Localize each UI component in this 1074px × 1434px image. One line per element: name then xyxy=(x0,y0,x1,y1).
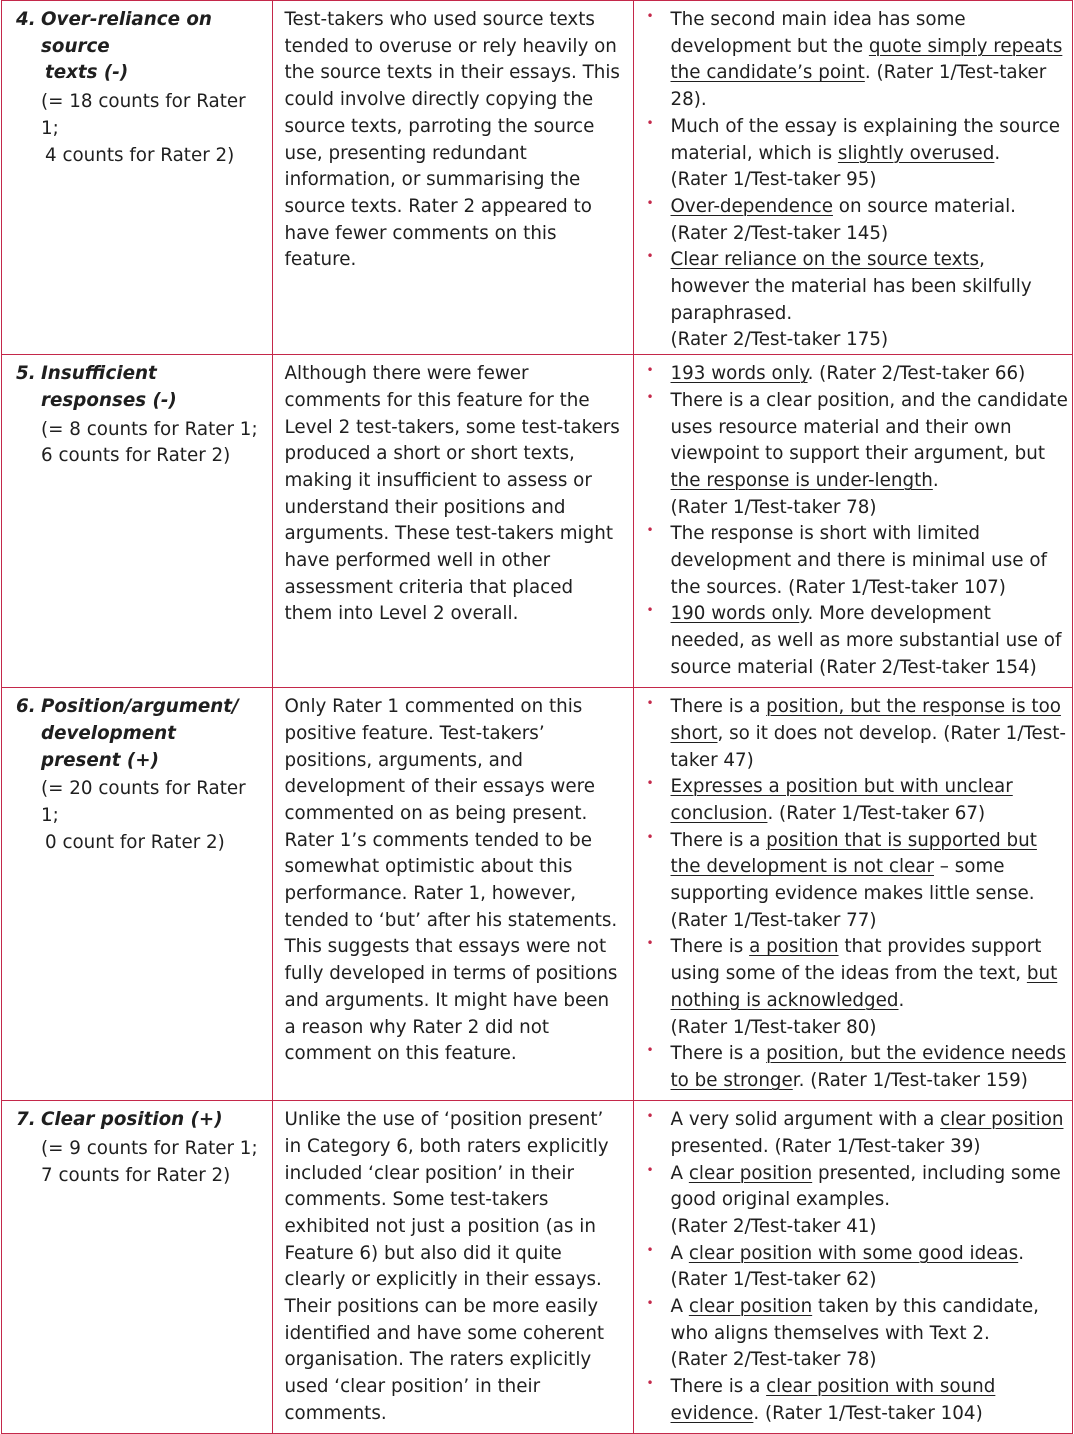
feature-table-body xyxy=(2,1,1073,1434)
feature-description: Test-takers who used source texts tended to overuse or rely heavily on the source texts in their essays. This could involve directly copying the source texts, parroting the source use, presenting redundant information, or summarising the source texts. Rater 2 appeared to have fewer comments on this feature. xyxy=(284,9,620,271)
example-item xyxy=(646,521,1068,601)
example-text: that provides support using some of the ideas from the text, xyxy=(670,936,1042,985)
feature-counts xyxy=(16,89,262,169)
bullet-icon: • xyxy=(646,389,654,404)
feature-name xyxy=(41,694,262,774)
counts-line: (= 20 counts for Rater 1; xyxy=(41,778,246,826)
example-text: . (Rater 1/Test-taker 104) xyxy=(753,1402,983,1424)
bullet-icon: • xyxy=(646,115,654,130)
example-text: There is a xyxy=(670,829,767,851)
bullet-icon: • xyxy=(646,523,654,538)
description-cell xyxy=(272,688,633,1101)
example-text: on source material. xyxy=(832,195,1016,217)
example-underlined-text: Expresses a position but with unclear conclusion xyxy=(670,776,1013,824)
example-text: The response is short with limited development and there is minimal use of the sources. (Rater 1/Test-taker 107) xyxy=(670,523,1047,598)
example-underlined-text: clear position xyxy=(688,1296,813,1318)
counts-line: (= 9 counts for Rater 1; xyxy=(41,1137,258,1159)
counts-line: 7 counts for Rater 2) xyxy=(41,1164,231,1186)
feature-table xyxy=(1,0,1073,1434)
table-row xyxy=(2,1101,1073,1434)
feature-number: 4. xyxy=(16,9,36,30)
bullet-icon: • xyxy=(646,195,654,210)
example-text: There is xyxy=(670,936,750,958)
example-list xyxy=(646,361,1068,681)
example-underlined-text: position, but the response is too short xyxy=(670,696,1061,744)
example-text: . xyxy=(898,989,905,1011)
example-text: , however the material has been skilfully paraphrased. xyxy=(670,249,1032,324)
example-text: . xyxy=(994,142,1001,164)
example-text: A xyxy=(670,1162,689,1184)
bullet-icon: • xyxy=(646,829,654,844)
feature-counts xyxy=(16,1136,262,1189)
bullet-icon: • xyxy=(646,776,654,791)
example-underlined-text: 190 words onl xyxy=(670,603,800,625)
example-underlined-text: clear position with sound evidence xyxy=(670,1376,996,1424)
example-reference: (Rater 1/Test-taker 78) xyxy=(670,496,877,518)
example-list xyxy=(646,7,1068,354)
feature-counts xyxy=(16,776,262,856)
example-underlined-text: a position xyxy=(749,936,839,958)
counts-line: 6 counts for Rater 2) xyxy=(41,445,231,467)
example-text: , so it does not develop. (Rater 1/Test-taker 47) xyxy=(670,722,1066,771)
feature-counts xyxy=(16,417,262,470)
example-text: A very solid argument with a xyxy=(670,1109,941,1131)
feature-name-line: development present (+) xyxy=(41,722,176,771)
example-list xyxy=(646,694,1068,1095)
example-underlined-text: but nothing is acknowledged xyxy=(670,963,1058,1011)
example-text: presented. (Rater 1/Test-taker 39) xyxy=(670,1135,981,1157)
example-item xyxy=(646,1374,1068,1427)
bullet-icon: • xyxy=(646,9,654,23)
examples-cell xyxy=(633,688,1072,1101)
example-underlined-text: clear position xyxy=(688,1162,813,1184)
bullet-icon: • xyxy=(646,1109,654,1124)
feature-title xyxy=(16,694,262,774)
example-item xyxy=(646,1161,1068,1241)
example-reference: (Rater 2/Test-taker 175) xyxy=(670,329,889,351)
table-row xyxy=(2,688,1073,1101)
example-reference: (Rater 1/Test-taker 80) xyxy=(670,1016,877,1038)
example-item xyxy=(646,7,1068,114)
feature-number: 7. xyxy=(16,1109,36,1131)
bullet-icon: • xyxy=(646,1296,654,1311)
feature-description: Although there were fewer comments for this feature for the Level 2 test-takers, some test-takers produced a short or short texts, making it insufficient to assess or understand their positions and arguments. These test-takers might have performed well in other assessment criteria that placed them into Level 2 overall. xyxy=(284,363,620,625)
bullet-icon: • xyxy=(646,696,654,711)
examples-cell xyxy=(633,1101,1072,1434)
counts-line: 0 count for Rater 2) xyxy=(45,831,225,853)
feature-cell xyxy=(2,1101,273,1434)
example-text: – some supporting evidence makes little sense. xyxy=(670,856,1035,905)
feature-title xyxy=(16,1107,262,1134)
counts-line: (= 18 counts for Rater 1; xyxy=(41,91,246,139)
feature-description: Only Rater 1 commented on this positive feature. Test-takers’ positions, arguments, and development of their essays were commented on as being present. Rater 1’s comments tended to be somewhat optimistic about this performance. Rater 1, however, tended to ‘but’ after his statements. This suggests that essays were not fully developed in terms of positions and arguments. It might have been a reason why Rater 2 did not comment on this feature. xyxy=(284,696,618,1065)
example-text: . xyxy=(1018,1242,1025,1264)
feature-name-line: Insufficient responses (-) xyxy=(41,363,177,411)
example-reference: (Rater 2/Test-taker 145) xyxy=(670,222,889,244)
example-text: y. More development needed, as well as more substantial use of source material (Rater 2/Test-taker 154) xyxy=(670,603,1062,678)
example-reference: (Rater 2/Test-taker 41) xyxy=(670,1215,877,1237)
bullet-icon: • xyxy=(646,1376,654,1391)
feature-cell xyxy=(2,355,273,688)
counts-line: 4 counts for Rater 2) xyxy=(45,144,235,166)
example-underlined-text: clear position with some good ideas xyxy=(688,1242,1019,1264)
example-underlined-text: slightly overused xyxy=(837,142,995,164)
example-text: There is a xyxy=(670,696,767,718)
example-reference: (Rater 2/Test-taker 78) xyxy=(670,1349,877,1371)
example-text: . xyxy=(932,469,939,491)
examples-cell xyxy=(633,1,1072,355)
example-item xyxy=(646,1241,1068,1294)
table-row xyxy=(2,1,1073,355)
example-reference: (Rater 1/Test-taker 77) xyxy=(670,909,877,931)
feature-number: 5. xyxy=(16,363,36,385)
feature-name-line: texts (-) xyxy=(45,62,129,84)
bullet-icon: • xyxy=(646,249,654,264)
example-underlined-text: clear position xyxy=(940,1109,1064,1131)
example-text: . (Rater 1/Test-taker 67) xyxy=(767,802,986,824)
example-text: . (Rater 1/Test-taker 28). xyxy=(670,62,1047,111)
feature-cell xyxy=(2,688,273,1101)
bullet-icon: • xyxy=(646,603,654,618)
bullet-icon: • xyxy=(646,1162,654,1177)
example-underlined-text: 193 words only xyxy=(670,363,808,385)
feature-name xyxy=(41,1107,262,1134)
example-item xyxy=(646,694,1068,774)
example-item xyxy=(646,828,1068,935)
example-reference: (Rater 1/Test-taker 62) xyxy=(670,1269,877,1291)
counts-line: (= 8 counts for Rater 1; xyxy=(41,418,258,440)
example-item xyxy=(646,388,1068,522)
description-cell xyxy=(272,1,633,355)
example-underlined-text: position, but the evidence needs to be stronge xyxy=(670,1043,1067,1091)
example-underlined-text: Clear reliance on the source texts xyxy=(670,249,980,271)
description-cell xyxy=(272,355,633,688)
description-cell xyxy=(272,1101,633,1434)
example-item xyxy=(646,361,1068,388)
example-text: presented, including some good original examples. xyxy=(670,1162,1061,1211)
feature-number: 6. xyxy=(16,696,36,718)
bullet-icon: • xyxy=(646,936,654,951)
example-item xyxy=(646,1041,1068,1094)
example-text: A xyxy=(670,1296,689,1318)
feature-title xyxy=(16,7,262,87)
bullet-icon: • xyxy=(646,1043,654,1058)
examples-cell xyxy=(633,355,1072,688)
example-item xyxy=(646,774,1068,827)
example-reference: (Rater 1/Test-taker 95) xyxy=(670,169,877,191)
example-text: There is a xyxy=(670,1376,767,1398)
example-text: taken by this candidate, who aligns themselves with Text 2. xyxy=(670,1296,1039,1344)
example-underlined-text: quote simply repeats the candidate’s point xyxy=(670,35,1063,84)
feature-name-line: Clear position (+) xyxy=(41,1109,223,1131)
example-text: r. (Rater 1/Test-taker 159) xyxy=(792,1069,1028,1091)
example-text: There is a xyxy=(670,1043,767,1065)
table-row xyxy=(2,355,1073,688)
example-item xyxy=(646,114,1068,194)
example-text: A xyxy=(670,1242,689,1264)
example-text: . (Rater 2/Test-taker 66) xyxy=(807,363,1026,385)
example-item xyxy=(646,1294,1068,1374)
example-item xyxy=(646,601,1068,681)
example-item xyxy=(646,1107,1068,1160)
example-underlined-text: position that is supported but the development is not clear xyxy=(670,829,1037,878)
example-text: Much of the essay is explaining the source material, which is xyxy=(670,115,1061,164)
feature-name xyxy=(41,7,262,87)
feature-cell xyxy=(2,1,273,355)
example-underlined-text: Over-dependence xyxy=(670,195,833,217)
bullet-icon: • xyxy=(646,1242,654,1257)
feature-description: Unlike the use of ‘position present’ in Category 6, both raters explicitly included ‘clear position’ in their comments. Some test-takers exhibited not just a position (as in Feature 6) but also did it quite clearly or explicitly in their essays. Their positions can be more easily identified and have some coherent organisation. The raters explicitly used ‘clear position’ in their comments. xyxy=(284,1109,609,1424)
example-item xyxy=(646,194,1068,247)
feature-name-line: Position/argument/ xyxy=(41,696,239,718)
example-list xyxy=(646,1107,1068,1427)
example-item xyxy=(646,934,1068,1041)
feature-title xyxy=(16,361,262,414)
feature-name-line: Over-reliance on source xyxy=(41,9,212,57)
bullet-icon: • xyxy=(646,363,654,378)
example-text: There is a clear position, and the candidate uses resource material and their own viewpoint to support their argument, but xyxy=(670,389,1068,465)
feature-name xyxy=(41,361,262,414)
example-underlined-text: the response is under-length xyxy=(670,469,933,491)
example-text: The second main idea has some development but the xyxy=(670,9,966,57)
example-item xyxy=(646,247,1068,354)
